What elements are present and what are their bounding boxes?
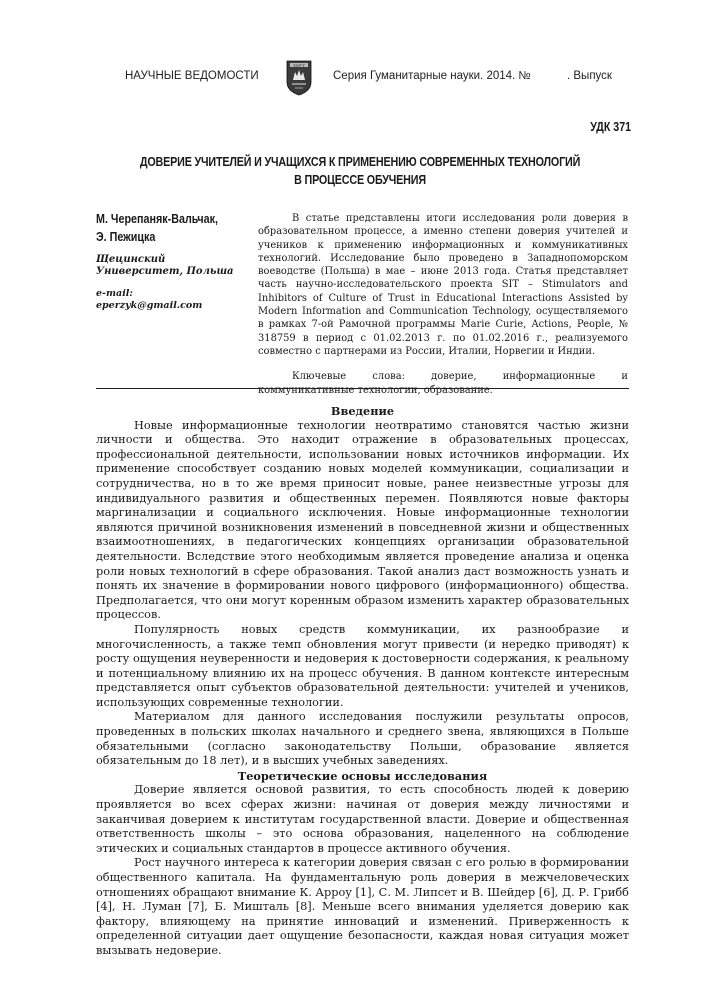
author-affiliation: Щецинский Университет, Польша bbox=[96, 254, 234, 277]
abstract bbox=[258, 212, 628, 397]
issue-info: . Выпуск bbox=[567, 70, 612, 82]
abstract-text: В статье представлены итоги исследования роли доверия в образовательном процессе, а именно степени доверия учителей и учеников к применению информационных и коммуникативных технологий. Исследование было проведено в Западнопоморском воеводстве (Польша) в мае – июне 2013 года. Статья представляет часть научно-исследовательского проекта SIT – Stimulators and Inhibitors of Culture of Trust in Educational Interactions Assisted by Modern Information and Communication Technology, осуществляемого в рамках 7-ой Рамочной программы Marie Curie, Actions, People, № 318759 в период с 01.02.2013 г. по 01.02.2016 г., реализуемого совместно с партнерами из России, Италии, Норвегии и Индии. bbox=[258, 213, 628, 357]
author-block bbox=[96, 210, 246, 312]
paragraph: Популярность новых средств коммуникации, их разнообразие и многочисленность, а также темп обновления могут привести (и нередко приводят) к росту ощущения неуверенности и недоверия к достоверности содержания, к реальному и потенциальному влиянию их на процесс обучения. В данном контексте интересным представляется опыт субъектов образовательной деятельности: учителей и учеников, использующих современные технологии. bbox=[96, 622, 629, 709]
journal-name: НАУЧНЫЕ ВЕДОМОСТИ bbox=[125, 70, 259, 82]
udk-code: УДК 371 bbox=[590, 120, 631, 134]
keywords: Ключевые слова: доверие, информационные и коммуникативные технологии, образование. bbox=[258, 371, 628, 396]
divider bbox=[96, 388, 629, 389]
logo-text-icon: БелГУ bbox=[293, 63, 305, 68]
author-email: e-mail: eperzyk@gmail.com bbox=[96, 288, 246, 312]
paragraph: Доверие является основой развития, то есть способность людей к доверию проявляется во всех сферах жизни: начиная от доверия между личностями и заканчивая доверием к институтам государственной власти. Доверие и общественная ответственность школы – это основа образования, нацеленного на соблюдение этических и социальных стандартов в процессе активного обучения. bbox=[96, 783, 629, 855]
article-title bbox=[60, 153, 660, 189]
article-body bbox=[96, 404, 629, 959]
author-name: М. Черепаняк-Вальчак, bbox=[96, 212, 219, 226]
title-line: В ПРОЦЕССЕ ОБУЧЕНИЯ bbox=[294, 173, 426, 187]
section-heading: Введение bbox=[330, 404, 395, 418]
series-info: Серия Гуманитарные науки. 2014. № bbox=[333, 70, 531, 82]
author-name: Э. Пежицка bbox=[96, 230, 156, 244]
title-line: ДОВЕРИЕ УЧИТЕЛЕЙ И УЧАЩИХСЯ К ПРИМЕНЕНИЮ СОВРЕМЕННЫХ ТЕХНОЛОГИЙ bbox=[139, 155, 581, 169]
email-link[interactable]: eperzyk@gmail.com bbox=[96, 300, 203, 311]
paragraph: Новые информационные технологии неотвратимо становятся частью жизни личности и общества. Это находит отражение в образовательных процессах, профессиональной деятельности, использовании новых источников информации. Их применение способствует созданию новых моделей коммуникации, социализации и сотрудничества, но в то же время приносит новые, ранее неизвестные угрозы для индивидуального развития и общественных перемен. Появляются новые факторы маргинализации и социального исключения. Новые информационные технологии являются причиной возникновения изменений в повседневной жизни и общественных взаимоотношениях, в педагогических концепциях организации образовательной деятельности. Вследствие этого необходимым является проведение анализа и оценка роли новых технологий в сфере образования. Такой анализ даст возможность узнать и понять их значение в формировании нового цифрового (информационного) общества. Предполагается, что они могут коренным образом изменить характер образовательных процессов. bbox=[96, 418, 629, 622]
university-logo bbox=[286, 60, 312, 96]
section-heading: Теоретические основы исследования bbox=[237, 768, 488, 783]
paragraph: Материалом для данного исследования послужили результаты опросов, проведенных в польских школах начального и среднего звена, являющихся в Польше обязательными (согласно законодательству Польши, образование является обязательным до 18 лет), и в высших учебных заведениях. bbox=[96, 710, 629, 768]
paragraph: Рост научного интереса к категории доверия связан с его ролью в формировании общественного капитала. На фундаментальную роль доверия в межчеловеческих отношениях обращают внимание К. Арроу [1], С. М. Липсет и В. Шейдер [6], Д. Р. Грибб [4], Н. Луман [7], Б. Мишталь [8]. Меньше всего внимания уделяется доверию как фактору, влияющему на принятие инноваций и изменений. Приверженность к определенной ситуации дает ощущение безопасности, каждая новая ситуация может вызывать недоверие. bbox=[96, 856, 629, 957]
